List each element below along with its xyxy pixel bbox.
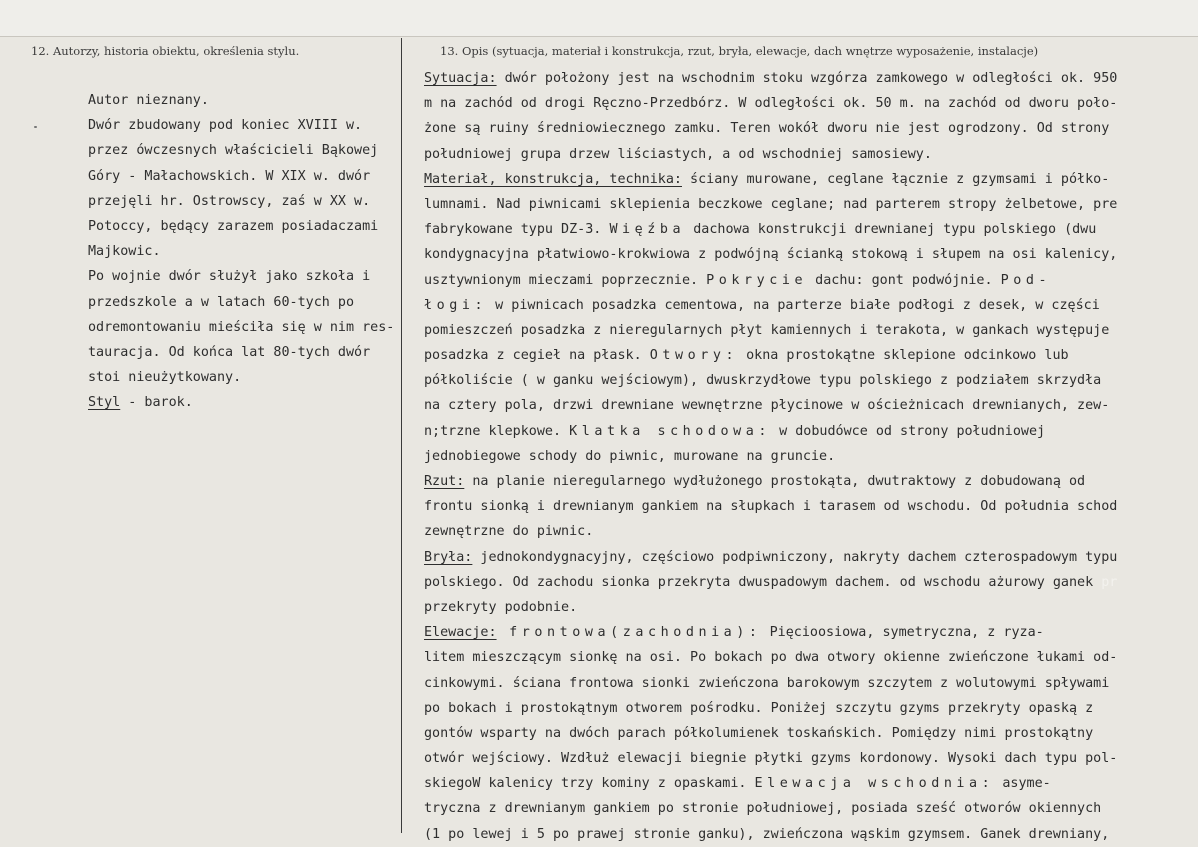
description-line [424, 469, 1190, 494]
description-line [424, 771, 1190, 796]
spaced-term: Otwory: [649, 348, 739, 364]
spaced-term: Więźba [609, 222, 686, 238]
line-text: dachowa konstrukcji drewnianej typu polskiego (dwu [685, 222, 1097, 238]
spaced-term: Elewacja wschodnia: [754, 776, 995, 792]
section-label-material: Materiał, konstrukcja, technika: [424, 171, 682, 187]
description-line: m na zachód od drogi Ręczno-Przedbórz. W odległości ok. 50 m. na zachód od dworu poło- [424, 96, 1118, 112]
description-line: cinkowymi. ściana frontowa sionki zwieńczona barokowym szczytem z wolutowymi spływami [424, 675, 1110, 691]
description-line: frontu sionką i drewnianym gankiem na słupkach i tarasem od wschodu. Od południa schod [424, 499, 1118, 515]
description-line: kondygnacyjna płatwiowo-krokwiowa z podwójną ścianką stokową i słupem na osi kalenicy, [424, 247, 1118, 263]
description-line: przekryty podobnie. [424, 599, 578, 615]
description-line: lumnami. Nad piwnicami sklepienia beczkowe ceglane; nad parterem stropy żelbetowe, pre [424, 196, 1118, 212]
section-label-sytuacja: Sytuacja: [424, 71, 497, 86]
description-line: na cztery pola, drzwi drewniane wewnętrzne płycinowe w ościeżnicach drewnianych, zew- [424, 398, 1110, 414]
spaced-term: łogi: [424, 297, 488, 313]
line-text: na planie nieregularnego wydłużonego prostokąta, dwutraktowy z dobudowaną od [464, 474, 1086, 489]
description-line: zewnętrzne do piwnic. [424, 524, 594, 540]
line-text: jednokondygnacyjny, częściowo podpiwniczony, nakryty dachem czterospadowym typu [472, 549, 1118, 565]
history-line: przez ówczesnych właścicieli Bąkowej [88, 143, 379, 159]
section-label-rzut: Rzut: [424, 474, 465, 489]
description-line [424, 570, 1190, 595]
line-text: okna prostokątne sklepione odcinkowo lub [738, 348, 1069, 364]
description-line: (1 po lewej i 5 po prawej stronie ganku), zwieńczona wąskim gzymsem. Ganek drewniany, [424, 826, 1110, 842]
section-label-bryla: Bryła: [424, 549, 473, 565]
line-text: usztywnionym mieczami poprzecznie. [424, 272, 707, 288]
line-text: fabrykowane typu DZ-3. [424, 222, 610, 238]
history-line: odremontowaniu mieściła się w nim res- [88, 319, 395, 335]
history-line: przejęli hr. Ostrowscy, zaś w XX w. [88, 193, 371, 209]
line-text: polskiego. Od zachodu sionka przekryta dwuspadowym dachem. od wschodu ażurowy ganek [424, 574, 1094, 590]
history-line: tauracja. Od końca lat 80-tych dwór [88, 344, 371, 360]
description-line: tryczna z drewnianym gankiem po stronie południowej, posiada sześć otworów okiennych [424, 801, 1102, 817]
history-line: Autor nieznany. [88, 93, 209, 108]
description-line: żone są ruiny średniowiecznego zamku. Teren wokół dworu nie jest ogrodzony. Od strony [424, 121, 1110, 137]
spaced-term: Pod- [1000, 272, 1052, 288]
line-text: asyme- [994, 776, 1051, 792]
style-value: - barok. [120, 395, 193, 411]
line-text: dwór położony jest na wschodnim stoku wzgórza zamkowego w odległości ok. 950 [496, 71, 1118, 86]
line-text: posadzka z cegieł na płask. [424, 348, 650, 364]
description-line: jednobiegowe schody do piwnic, murowane na gruncie. [424, 448, 836, 464]
description-line [424, 620, 1190, 645]
spaced-term: Klatka schodowa: [569, 423, 772, 439]
paper-mark [34, 126, 37, 128]
spaced-term: Pokrycie [706, 272, 808, 288]
description-line [424, 167, 1190, 192]
description-line: gontów wsparty na dwóch parach półkolumienek toskańskich. Pomiędzy nimi prostokątny [424, 725, 1094, 741]
page-top-margin [0, 0, 1198, 37]
history-line: Po wojnie dwór służył jako szkoła i [88, 269, 371, 285]
description-line [424, 419, 1190, 444]
history-line: stoi nieużytkowany. [88, 370, 242, 386]
line-text: Pięcioosiowa, symetryczna, z ryza- [761, 625, 1044, 641]
column-divider [401, 38, 402, 833]
history-line: Góry - Małachowskich. W XIX w. dwór [88, 168, 371, 184]
description-line: po bokach i prostokątnym otworem pośrodku. Poniżej szczytu gzyms przekryty opaską z [424, 700, 1094, 716]
description-line [424, 66, 1190, 91]
faded-text: pr [1093, 574, 1118, 590]
description-line: pomieszczeń posadzka z nieregularnych płyt kamiennych i terakota, w gankach występuje [424, 322, 1110, 338]
line-text: w dobudówce od strony południowej [771, 423, 1046, 439]
description-line [424, 268, 1190, 293]
history-line: przedszkole a w latach 60-tych po [88, 294, 355, 310]
description-line: otwór wejściowy. Wzdłuż elewacji biegnie płytki gzyms kordonowy. Wysoki dach typu pol- [424, 751, 1118, 767]
description-line [424, 545, 1190, 570]
style-label: Styl [88, 395, 121, 411]
line-text: w piwnicach posadzka cementowa, na parterze białe podłogi z desek, w części [487, 297, 1100, 313]
description-line: południowej grupa drzew liściastych, a od wschodniej samosiewy. [424, 146, 932, 162]
history-column [88, 88, 398, 415]
line-text: dachu: gont podwójnie. [807, 272, 1001, 288]
history-line: Dwór zbudowany pod koniec XVIII w. [88, 118, 363, 134]
description-line [424, 217, 1190, 242]
history-line: Majkowic. [88, 244, 161, 260]
description-line [424, 343, 1190, 368]
description-column [424, 66, 1190, 847]
style-line [88, 390, 398, 415]
description-line: litem mieszczącym sionkę na osi. Po bokach po dwa otwory okienne zwieńczone łukami od- [424, 650, 1118, 666]
history-line: Potoccy, będący zarazem posiadaczami [88, 218, 379, 234]
section-12-heading: 12. Autorzy, historia obiektu, określenia stylu. [31, 44, 300, 58]
line-text: n;trzne klepkowe. [424, 423, 570, 439]
description-line: półkoliście ( w ganku wejściowym), dwuskrzydłowe typu polskiego z podziałem skrzydła [424, 373, 1102, 389]
description-line [424, 293, 1190, 318]
section-label-elewacje: Elewacje: [424, 625, 497, 641]
section-13-heading: 13. Opis (sytuacja, materiał i konstrukcja, rzut, bryła, elewacje, dach wnętrze wyposażenie, instalacje) [440, 44, 1039, 58]
spaced-term: frontowa(zachodnia): [496, 625, 762, 641]
line-text: skiegoW kalenicy trzy kominy z opaskami. [424, 776, 755, 792]
line-text: ściany murowane, ceglane łącznie z gzymsami i półko- [681, 171, 1110, 187]
